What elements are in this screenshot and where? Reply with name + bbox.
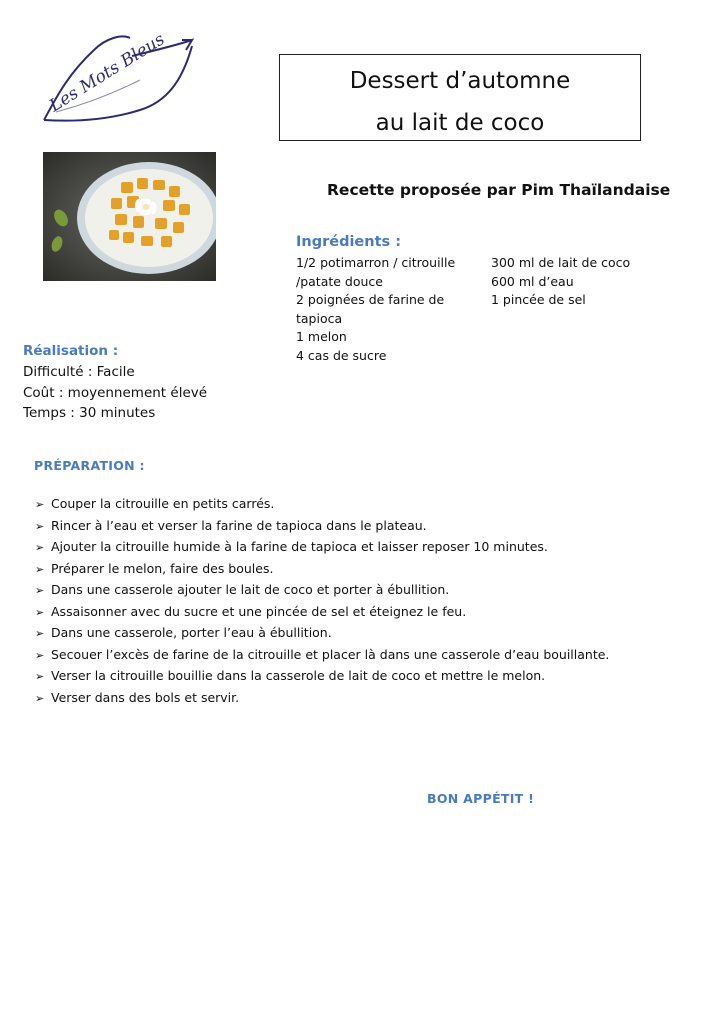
title-line-2: au lait de coco: [375, 110, 545, 136]
closing-message: BON APPÉTIT !: [427, 791, 535, 806]
step-item: ➢ Assaisonner avec du sucre et une pincée de sel et éteignez le feu.: [35, 601, 609, 623]
step-item: ➢ Secouer l’excès de farine de la citrouille et placer là dans une casserole d’eau bouillante.: [35, 644, 609, 666]
ingredient-line: tapioca: [296, 310, 343, 326]
ingredient-line: 600 ml d’eau: [491, 273, 574, 289]
arrow-bullet-icon: ➢: [35, 648, 45, 662]
ingredient-line: 300 ml de lait de coco: [491, 255, 631, 270]
ingredient-line: 4 cas de sucre: [296, 347, 387, 363]
duration: Temps : 30 minutes: [23, 405, 156, 421]
arrow-bullet-icon: ➢: [35, 691, 45, 705]
ingredient-line: /patate douce: [296, 273, 383, 289]
ingredients-heading: Ingrédients :: [296, 234, 401, 250]
arrow-bullet-icon: ➢: [35, 519, 45, 533]
step-item: ➢ Rincer à l’eau et verser la farine de tapioca dans le plateau.: [35, 515, 609, 537]
ingredient-line: 2 poignées de farine de: [296, 292, 445, 308]
ingredient-line: 1/2 potimarron / citrouille: [296, 255, 456, 270]
step-item: ➢ Préparer le melon, faire des boules.: [35, 558, 609, 580]
arrow-bullet-icon: ➢: [35, 541, 45, 554]
arrow-bullet-icon: ➢: [35, 562, 45, 576]
preparation-heading: PRÉPARATION :: [34, 458, 145, 473]
arrow-bullet-icon: ➢: [35, 670, 45, 683]
arrow-bullet-icon: ➢: [35, 605, 45, 619]
logo-graphic: [36, 32, 201, 132]
step-item: ➢ Dans une casserole, porter l’eau à ébullition.: [35, 622, 609, 644]
recipe-author: Recette proposée par Pim Thaïlandaise: [327, 181, 671, 199]
cost: Coût : moyennement élevé: [23, 384, 208, 401]
ingredients-right-column: [491, 254, 671, 310]
step-item: ➢ Verser dans des bols et servir.: [35, 687, 609, 709]
difficulty: Difficulté : Facile: [23, 364, 135, 380]
step-item: ➢ Ajouter la citrouille humide à la farine de tapioca et laisser reposer 10 minutes.: [35, 536, 609, 558]
step-item: ➢ Dans une casserole ajouter le lait de coco et porter à ébullition.: [35, 579, 609, 601]
arrow-bullet-icon: ➢: [35, 627, 45, 640]
arrow-bullet-icon: ➢: [35, 584, 45, 597]
ingredients-left-column: [296, 254, 476, 366]
title-line-1: Dessert d’automne: [349, 68, 571, 94]
arrow-bullet-icon: ➢: [35, 498, 45, 511]
step-item: ➢ Verser la citrouille bouillie dans la casserole de lait de coco et mettre le melon.: [35, 665, 609, 687]
preparation-steps: [35, 493, 609, 708]
realisation-heading: Réalisation :: [23, 343, 119, 359]
step-item: ➢ Couper la citrouille en petits carrés.: [35, 493, 609, 515]
logo-text: Les Mots Bleus: [46, 32, 169, 117]
title-box: [279, 54, 641, 141]
dessert-photo: [43, 152, 216, 281]
ingredient-line: 1 pincée de sel: [491, 292, 586, 308]
logo: [36, 32, 201, 132]
realisation-details: [23, 362, 207, 424]
ingredient-line: 1 melon: [296, 329, 347, 345]
